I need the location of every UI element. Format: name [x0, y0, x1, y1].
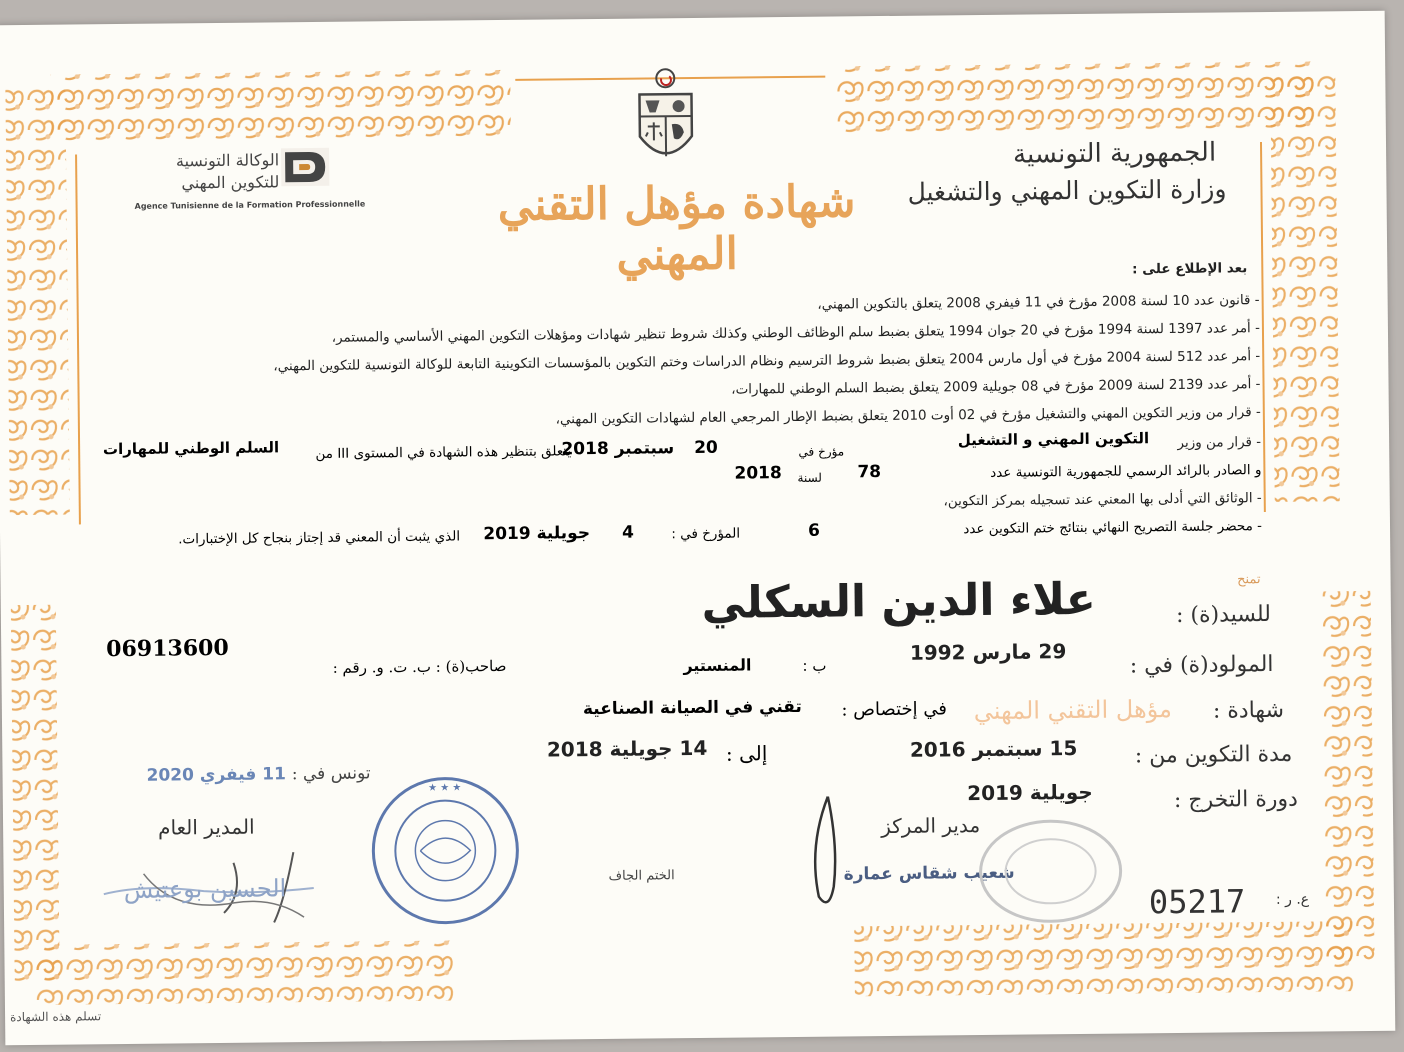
decision-minister: التكوين المهني و التشغيل	[957, 429, 1150, 450]
ministry-title: وزارة التكوين المهني والتشغيل	[907, 174, 1227, 207]
documents-line: - الوثائق التي أدلى بها المعني عند تسجيله بمركز التكوين،	[943, 490, 1262, 510]
svg-text:★ ★ ★: ★ ★ ★	[428, 782, 462, 794]
agency-name-fr: Agence Tunisienne de la Formation Professionnelle	[134, 199, 366, 211]
preamble-line-5: - قرار من وزير التكوين المهني والتشغيل مؤرخ في 02 أوت 2010 يتعلق بضبط الإطار المرجعي العام لشهادات التكوين المهني،	[555, 404, 1261, 428]
decision-dated-label: مؤرخ في	[798, 444, 845, 459]
id-number: 06913600	[106, 634, 229, 663]
certificate-label: شهادة :	[1212, 697, 1285, 724]
training-from-label: مدة التكوين من :	[1134, 741, 1293, 769]
coat-of-arms-icon	[633, 66, 698, 171]
center-director-signature	[798, 786, 859, 917]
specialty-value: تقني في الصيانة الصناعية	[582, 696, 802, 720]
dry-seal-label: الختم الجاف	[608, 868, 675, 884]
session-value: جويلية 2019	[967, 779, 1093, 806]
decision-month-year: سبتمبر 2018	[561, 438, 675, 460]
gazette-text: و الصادر بالرائد الرسمي للجمهورية التونسية عدد	[990, 462, 1262, 481]
decision-day: 20	[694, 437, 718, 459]
agency-name-line1: الوكالة التونسية	[175, 150, 280, 171]
born-label: المولود(ة) في :	[1129, 651, 1274, 679]
certificate-title: شهادة مؤهل التقني المهني	[497, 176, 856, 281]
awardee-name: علاء الدين السكلي	[701, 573, 1097, 629]
minutes-dated-label: المؤرخ في :	[671, 525, 741, 543]
preamble-intro: بعد الإطلاع على :	[1131, 260, 1248, 278]
place-date	[120, 763, 370, 786]
mr-label: للسيد(ة) :	[1175, 601, 1272, 628]
training-from: 15 سبتمبر 2016	[909, 736, 1078, 762]
gazette-year: 2018	[734, 463, 782, 484]
birth-place: المنستير	[683, 655, 752, 676]
minutes-suffix: الذي يثبت أن المعني قد إجتاز بنجاح كل الإختبارات.	[178, 528, 461, 548]
bottom-note: تسلم هذه الشهادة	[10, 1009, 102, 1025]
agency-logo-icon	[279, 146, 331, 189]
id-label: صاحب(ة) : ب. ت. و. رقم :	[332, 656, 507, 677]
specialty-label: في إختصاص :	[841, 698, 948, 721]
preamble-line-1: - قانون عدد 10 لسنة 2008 مؤرخ في 11 فيفري 2008 يتعلق بالتكوين المهني،	[817, 292, 1260, 313]
decision-scale: السلم الوطني للمهارات	[102, 438, 280, 459]
certificate-paper	[0, 11, 1395, 1045]
gazette-number: 78	[857, 462, 882, 483]
director-name: الحسين بوعتيش	[123, 874, 287, 905]
center-stamp-icon	[975, 816, 1126, 928]
serial-label: ع. ر :	[1275, 891, 1310, 908]
preamble-line-4: - أمر عدد 2139 لسنة 2009 مؤرخ في 08 جويلية 2009 يتعلق بضبط السلم الوطني للمهارات،	[731, 376, 1261, 398]
minutes-day: 4	[621, 522, 634, 543]
gazette-year-label: لسنة	[797, 470, 822, 485]
preamble-line-2: - أمر عدد 1397 لسنة 1994 مؤرخ في 20 جوان 1994 يتعلق بضبط سلم الوظائف الوطني وكذلك شروط تنظير شهادات ومؤهلات التكوين المهني الأساسي والمستمر،	[331, 320, 1261, 346]
training-to: 14 جويلية 2018	[546, 735, 708, 762]
agency-name-line2: للتكوين المهني	[181, 172, 280, 193]
grant-label: تمنح	[1237, 572, 1261, 588]
minutes-prefix: - محضر جلسة التصريح النهائي بنتائج ختم التكوين عدد	[963, 518, 1263, 538]
center-director-name: شعيب شقاس عمارة	[843, 862, 1015, 885]
birth-date: 29 مارس 1992	[909, 639, 1067, 665]
session-label: دورة التخرج :	[1173, 786, 1299, 813]
place-date-label: تونس في :	[291, 763, 371, 785]
certificate-value: مؤهل التقني المهني	[973, 695, 1173, 726]
stamp-text	[364, 921, 365, 922]
decision-suffix: يتعلق بتنظير هذه الشهادة في المستوى III من	[315, 443, 572, 462]
republic-title: الجمهورية التونسية	[1012, 137, 1217, 170]
director-general-title: المدير العام	[157, 814, 255, 840]
ministry-stamp-icon	[365, 770, 527, 932]
center-director-title: مدير المركز	[881, 813, 981, 839]
preamble-line-3: - أمر عدد 512 لسنة 2004 مؤرخ في أول مارس 2004 يتعلق بضبط شروط الترسيم ونظام الدراسات وختم التكوين بالمؤسسات التكوينية التابعة للوكالة التونسية للتكوين المهني،	[273, 348, 1261, 375]
minutes-number: 6	[807, 520, 820, 541]
serial-number: 05217	[1148, 882, 1246, 922]
to-label: إلى :	[725, 741, 768, 766]
minutes-date: جويلية 2019	[483, 523, 591, 545]
place-date-value: 11 فيفري 2020	[146, 764, 286, 786]
at-label: ب :	[802, 656, 827, 675]
decision-prefix: - قرار من وزير	[1177, 434, 1262, 451]
